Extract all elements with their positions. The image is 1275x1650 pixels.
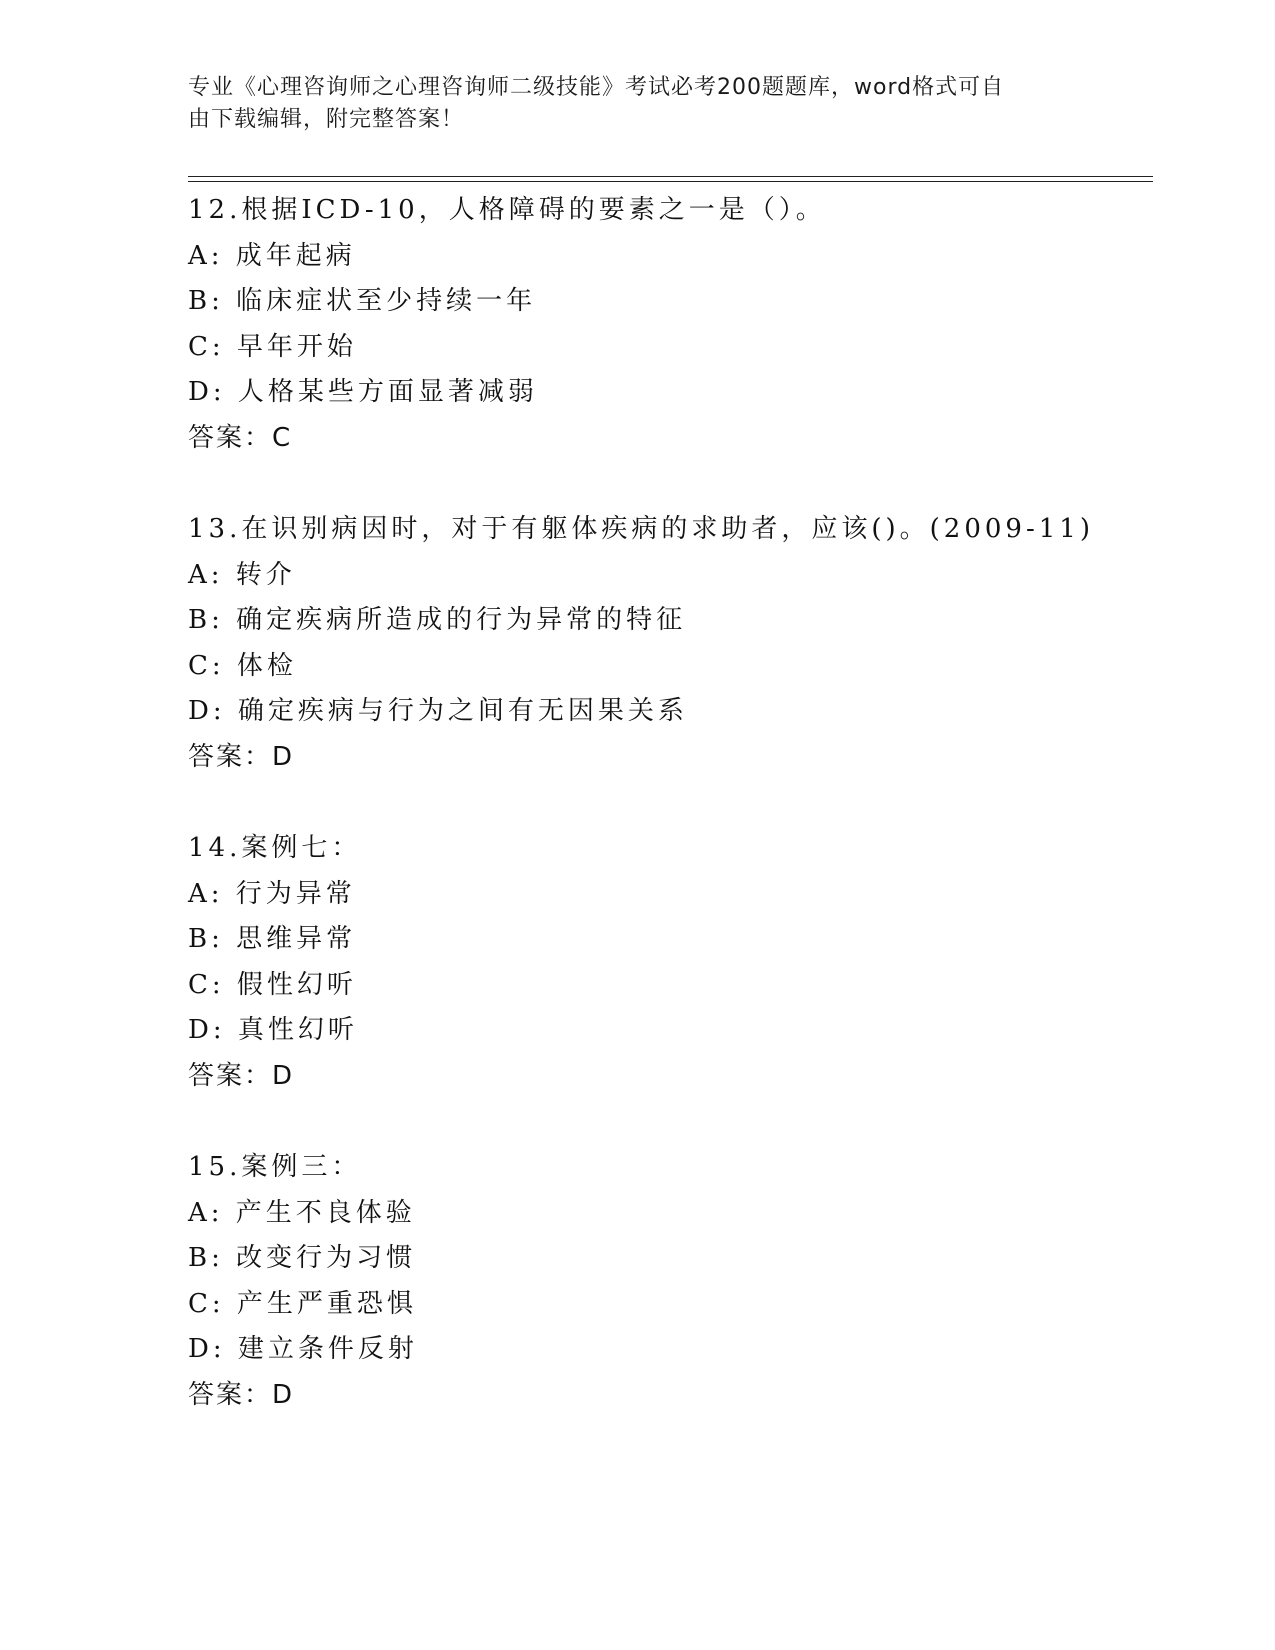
option-a: A: 产生不良体验 [188,1197,416,1228]
option-c: C: 假性幻听 [188,969,357,1000]
question-14 [188,826,1148,1099]
question-stem: 12.根据ICD-10，人格障碍的要素之一是（）。 [188,195,826,225]
question-13 [188,507,1148,780]
header-line-1: 专业《心理咨询师之心理咨询师二级技能》考试必考200题题库，word格式可自 [188,75,1005,100]
option-c: C: 产生严重恐惧 [188,1288,417,1319]
question-15 [188,1145,1148,1418]
option-b: B: 思维异常 [188,924,357,954]
option-a: A: 行为异常 [188,878,356,909]
option-c: C: 体检 [188,650,297,681]
header-divider-top [188,176,1153,177]
question-stem: 14.案例七： [188,833,362,863]
option-b: B: 确定疾病所造成的行为异常的特征 [188,605,687,635]
header-divider-bottom [188,181,1153,182]
option-d: D: 人格某些方面显著减弱 [188,377,538,407]
answer-line: 答案：C [188,422,293,453]
header-line-2: 由下载编辑，附完整答案！ [188,107,465,132]
answer-line: 答案：D [188,741,295,772]
option-d: D: 确定疾病与行为之间有无因果关系 [188,696,688,726]
option-b: B: 临床症状至少持续一年 [188,286,537,316]
question-12 [188,188,1148,461]
answer-line: 答案：D [188,1379,295,1410]
option-b: B: 改变行为习惯 [188,1243,417,1273]
option-a: A: 成年起病 [188,240,356,271]
document-header [188,72,1078,136]
question-stem: 13.在识别病因时，对于有躯体疾病的求助者，应该()。(2009-11) [188,514,1094,544]
question-stem: 15.案例三： [188,1152,362,1182]
option-d: D: 真性幻听 [188,1015,358,1045]
answer-line: 答案：D [188,1060,295,1091]
option-d: D: 建立条件反射 [188,1334,418,1364]
option-a: A: 转介 [188,559,296,590]
option-c: C: 早年开始 [188,331,357,362]
